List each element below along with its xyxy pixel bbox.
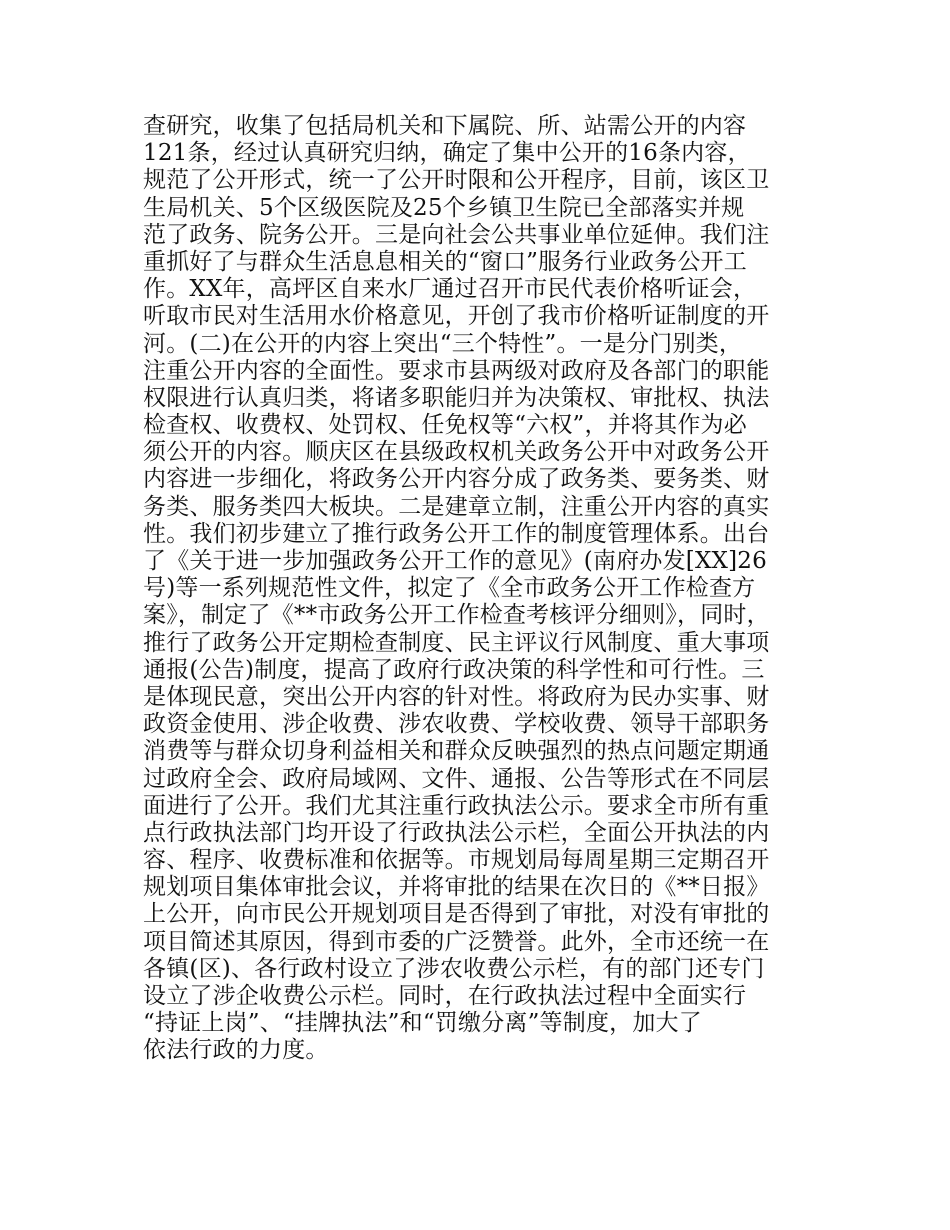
text-line: 须公开的内容。顺庆区在县级政权机关政务公开中对政务公开 <box>143 439 770 466</box>
text-line: 生局机关、5个区级医院及25个乡镇卫生院已全部落实并规 <box>143 194 745 221</box>
text-line: 号)等一系列规范性文件，拟定了《全市政务公开工作检查方 <box>143 575 756 602</box>
body-paragraph <box>143 113 843 1065</box>
text-line: 规范了公开形式，统一了公开时限和公开程序，目前，该区卫 <box>143 167 770 194</box>
text-line: 河。(二)在公开的内容上突出“三个特性”。一是分门别类， <box>143 330 743 357</box>
text-line: 是体现民意，突出公开内容的针对性。将政府为民办实事、财 <box>143 683 770 710</box>
text-line: 设立了涉企收费公示栏。同时，在行政执法过程中全面实行 <box>143 983 747 1009</box>
text-line: 121条，经过认真研究归纳，确定了集中公开的16条内容， <box>143 140 751 167</box>
text-line: 范了政务、院务公开。三是向社会公共事业单位延伸。我们注 <box>143 221 770 248</box>
text-line: 各镇(区)、各行政村设立了涉农收费公示栏，有的部门还专门 <box>143 955 765 982</box>
text-line: “持证上岗”、“挂牌执法”和“罚缴分离”等制度，加大了 <box>143 1010 702 1037</box>
text-line: 性。我们初步建立了推行政务公开工作的制度管理体系。出台 <box>143 520 770 547</box>
text-line: 内容进一步细化，将政务公开内容分成了政务类、要务类、财 <box>143 466 770 493</box>
text-line: 过政府全会、政府局域网、文件、通报、公告等形式在不同层 <box>143 765 770 792</box>
text-line: 点行政执法部门均开设了行政执法公示栏，全面公开执法的内 <box>143 819 770 846</box>
text-line: 依法行政的力度。 <box>143 1037 329 1064</box>
text-line: 了《关于进一步加强政务公开工作的意见》(南府办发[XX]26 <box>143 548 767 574</box>
text-line: 案》，制定了《**市政务公开工作检查考核评分细则》，同时， <box>143 602 770 629</box>
text-line: 检查权、收费权、处罚权、任免权等“六权”，并将其作为必 <box>143 412 747 439</box>
text-line: 推行了政务公开定期检查制度、民主评议行风制度、重大事项 <box>143 629 770 656</box>
text-line: 上公开，向市民公开规划项目是否得到了审批，对没有审批的 <box>143 901 770 928</box>
text-line: 注重公开内容的全面性。要求市县两级对政府及各部门的职能 <box>143 357 770 384</box>
text-line: 通报(公告)制度，提高了政府行政决策的科学性和可行性。三 <box>143 656 765 683</box>
text-line: 作。XX年，高坪区自来水厂通过召开市民代表价格听证会， <box>143 276 757 303</box>
text-line: 务类、服务类四大板块。二是建章立制，注重公开内容的真实 <box>143 493 770 520</box>
text-line: 听取市民对生活用水价格意见，开创了我市价格听证制度的开 <box>143 303 770 330</box>
text-line: 查研究，收集了包括局机关和下属院、所、站需公开的内容 <box>143 113 747 139</box>
text-line: 面进行了公开。我们尤其注重行政执法公示。要求全市所有重 <box>143 792 770 819</box>
text-line: 重抓好了与群众生活息息相关的“窗口”服务行业政务公开工 <box>143 248 747 275</box>
text-line: 政资金使用、涉企收费、涉农收费、学校收费、领导干部职务 <box>143 711 770 738</box>
text-line: 消费等与群众切身利益相关和群众反映强烈的热点问题定期通 <box>143 738 770 765</box>
text-line: 项目简述其原因，得到市委的广泛赞誉。此外，全市还统一在 <box>143 928 770 955</box>
text-line: 容、程序、收费标准和依据等。市规划局每周星期三定期召开 <box>143 847 770 874</box>
text-line: 规划项目集体审批会议，并将审批的结果在次日的《**日报》 <box>143 874 770 901</box>
text-line: 权限进行认真归类，将诸多职能归并为决策权、审批权、执法 <box>143 384 770 411</box>
